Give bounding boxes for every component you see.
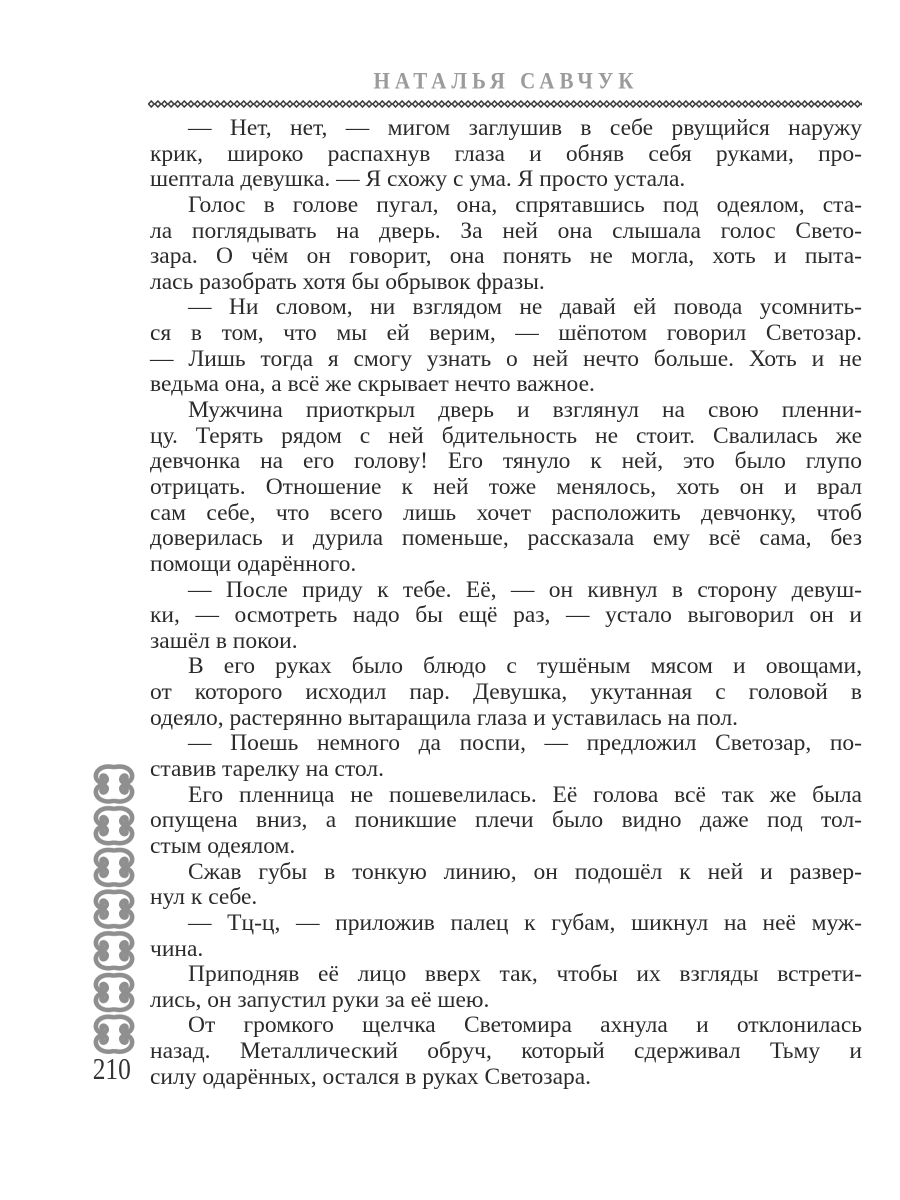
paragraph (150, 731, 862, 782)
paragraph (150, 911, 862, 962)
paragraph (150, 398, 862, 577)
header-chain-rule (148, 95, 862, 103)
text-line: — Поешь немного да поспи, — предложил Светозар, по- (188, 730, 862, 757)
text-line: стым одеялом. (150, 832, 296, 859)
paragraph (150, 962, 862, 1013)
text-line: назад. Металлический обруч, который сдерживал Тьму и (150, 1038, 862, 1065)
text-line: лась разобрать хотя бы обрывок фразы. (150, 268, 545, 295)
text-line: помощи одарённого. (150, 550, 357, 577)
text-line: от которого исходил пар. Девушка, укутанная с головой в (150, 679, 862, 706)
text-line: одеяло, растерянно вытаращила глаза и уставилась на пол. (150, 704, 739, 731)
text-line: лись, он запустил руки за её шею. (150, 986, 490, 1013)
paragraph (150, 116, 862, 193)
text-line: — Тц-ц, — приложив палец к губам, шикнул на неё муж- (188, 909, 862, 936)
paragraph (150, 1013, 862, 1090)
text-line: — Лишь тогда я смогу узнать о ней нечто больше. Хоть и не (150, 345, 862, 372)
paragraph (150, 783, 862, 860)
text-line: От громкого щелчка Светомира ахнула и отклонилась (188, 1012, 862, 1039)
text-line: — Ни словом, ни взглядом не давай ей повода усомнить- (188, 294, 862, 321)
text-line: зара. О чём он говорит, она понять не могла, хоть и пыта- (150, 243, 862, 270)
text-line: Голос в голове пугал, она, спрятавшись под одеялом, ста- (188, 191, 862, 218)
floral-ornament (88, 763, 140, 1055)
text-line: девчонка на его голову! Его тянуло к ней, это было глупо (150, 448, 862, 475)
text-line: отрицать. Отношение к ней тоже менялось, хоть он и врал (150, 473, 862, 500)
text-line: силу одарённых, остался в руках Светозара. (150, 1063, 592, 1090)
text-line: ставив тарелку на стол. (150, 756, 384, 783)
text-line: сам себе, что всего лишь хочет расположить девчонку, чтоб (150, 499, 862, 526)
text-line: опущена вниз, а поникшие плечи было видно даже под тол- (150, 807, 862, 834)
text-line: чина. (150, 935, 204, 962)
paragraph (150, 578, 862, 655)
paragraph (150, 193, 862, 296)
text-line: цу. Терять рядом с ней бдительность не стоит. Свалилась же (150, 422, 862, 449)
text-line: В его руках было блюдо с тушёным мясом и овощами, (188, 653, 862, 680)
text-line: Сжав губы в тонкую линию, он подошёл к ней и развер- (188, 858, 862, 885)
page-number: 210 (92, 1051, 131, 1086)
text-line: ки, — осмотреть надо бы ещё раз, — устало выговорил он и (150, 602, 862, 629)
text-line: крик, широко распахнув глаза и обняв себя руками, про- (150, 140, 862, 167)
text-line: нул к себе. (150, 884, 258, 911)
chain-pattern-icon (148, 100, 862, 108)
text-line: шептала девушка. — Я схожу с ума. Я просто устала. (150, 166, 686, 193)
text-line: зашёл в покои. (150, 627, 298, 654)
text-line: Мужчина приоткрыл дверь и взглянул на свою пленни- (188, 397, 862, 424)
text-line: Его пленница не пошевелилась. Её голова всё так же была (188, 781, 862, 808)
text-line: ла поглядывать на дверь. За ней она слышала голос Свето- (150, 217, 862, 244)
body-text (150, 116, 862, 1090)
text-line: ся в том, что мы ей верим, — шёпотом говорил Светозар. (150, 320, 862, 347)
text-line: Приподняв её лицо вверх так, чтобы их взгляды встрети- (188, 961, 862, 988)
paragraph (150, 654, 862, 731)
paragraph (150, 295, 862, 398)
text-line: ведьма она, а всё же скрывает нечто важное. (150, 371, 595, 398)
paragraph (150, 860, 862, 911)
text-line: — После приду к тебе. Её, — он кивнул в сторону девуш- (188, 576, 862, 603)
running-header-author: НАТАЛЬЯ САВЧУК (373, 68, 639, 94)
scrollwork-icon (88, 763, 140, 1055)
text-line: — Нет, нет, — мигом заглушив в себе рвущийся наружу (188, 115, 862, 141)
text-line: доверилась и дурила поменьше, рассказала ему всё сама, без (150, 525, 862, 552)
